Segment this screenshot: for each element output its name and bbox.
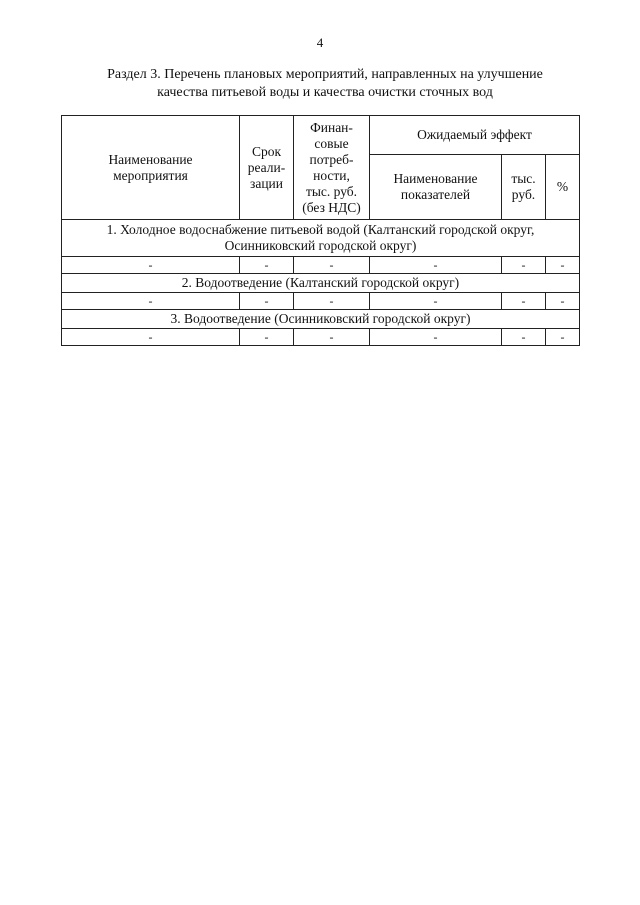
section-row-1 bbox=[62, 220, 580, 257]
cell-financing: - bbox=[294, 329, 370, 346]
header-indicator-name: Наименование показателей bbox=[370, 155, 502, 220]
cell-indicator-name: - bbox=[370, 329, 502, 346]
cell-financing: - bbox=[294, 293, 370, 310]
cell-thousand-rub: - bbox=[502, 329, 546, 346]
section-title-1: 1. Холодное водоснабжение питьевой водой (Калтанский городской округ, Осинниковский городской округ) bbox=[62, 220, 580, 257]
planned-measures-table bbox=[61, 115, 580, 346]
header-expected-effect: Ожидаемый эффект bbox=[370, 116, 580, 155]
page-number: 4 bbox=[316, 35, 324, 50]
section-row-2 bbox=[62, 274, 580, 293]
table-row bbox=[62, 293, 580, 310]
cell-event-name: - bbox=[62, 257, 240, 274]
section-title-3: 3. Водоотведение (Осинниковский городской округ) bbox=[62, 310, 580, 329]
cell-term: - bbox=[240, 329, 294, 346]
cell-thousand-rub: - bbox=[502, 257, 546, 274]
cell-event-name: - bbox=[62, 293, 240, 310]
section-title-line-1: Раздел 3. Перечень плановых мероприятий, направленных на улучшение bbox=[107, 67, 543, 82]
cell-percent: - bbox=[546, 257, 580, 274]
section-title-line-2: качества питьевой воды и качества очистки сточных вод bbox=[157, 85, 493, 100]
section-row-3 bbox=[62, 310, 580, 329]
header-thousand-rub: тыс. руб. bbox=[502, 155, 546, 220]
cell-financing: - bbox=[294, 257, 370, 274]
header-percent: % bbox=[546, 155, 580, 220]
section-title-2: 2. Водоотведение (Калтанский городской округ) bbox=[62, 274, 580, 293]
header-financing: Финан- совые потреб- ности, тыс. руб. (без НДС) bbox=[294, 116, 370, 220]
cell-indicator-name: - bbox=[370, 257, 502, 274]
table-row bbox=[62, 329, 580, 346]
section-title bbox=[60, 66, 590, 102]
cell-term: - bbox=[240, 293, 294, 310]
cell-percent: - bbox=[546, 329, 580, 346]
table-row bbox=[62, 257, 580, 274]
cell-event-name: - bbox=[62, 329, 240, 346]
header-row-1 bbox=[62, 116, 580, 155]
header-event-name: Наименование мероприятия bbox=[62, 116, 240, 220]
cell-indicator-name: - bbox=[370, 293, 502, 310]
header-term: Срок реали- зации bbox=[240, 116, 294, 220]
cell-thousand-rub: - bbox=[502, 293, 546, 310]
cell-term: - bbox=[240, 257, 294, 274]
cell-percent: - bbox=[546, 293, 580, 310]
